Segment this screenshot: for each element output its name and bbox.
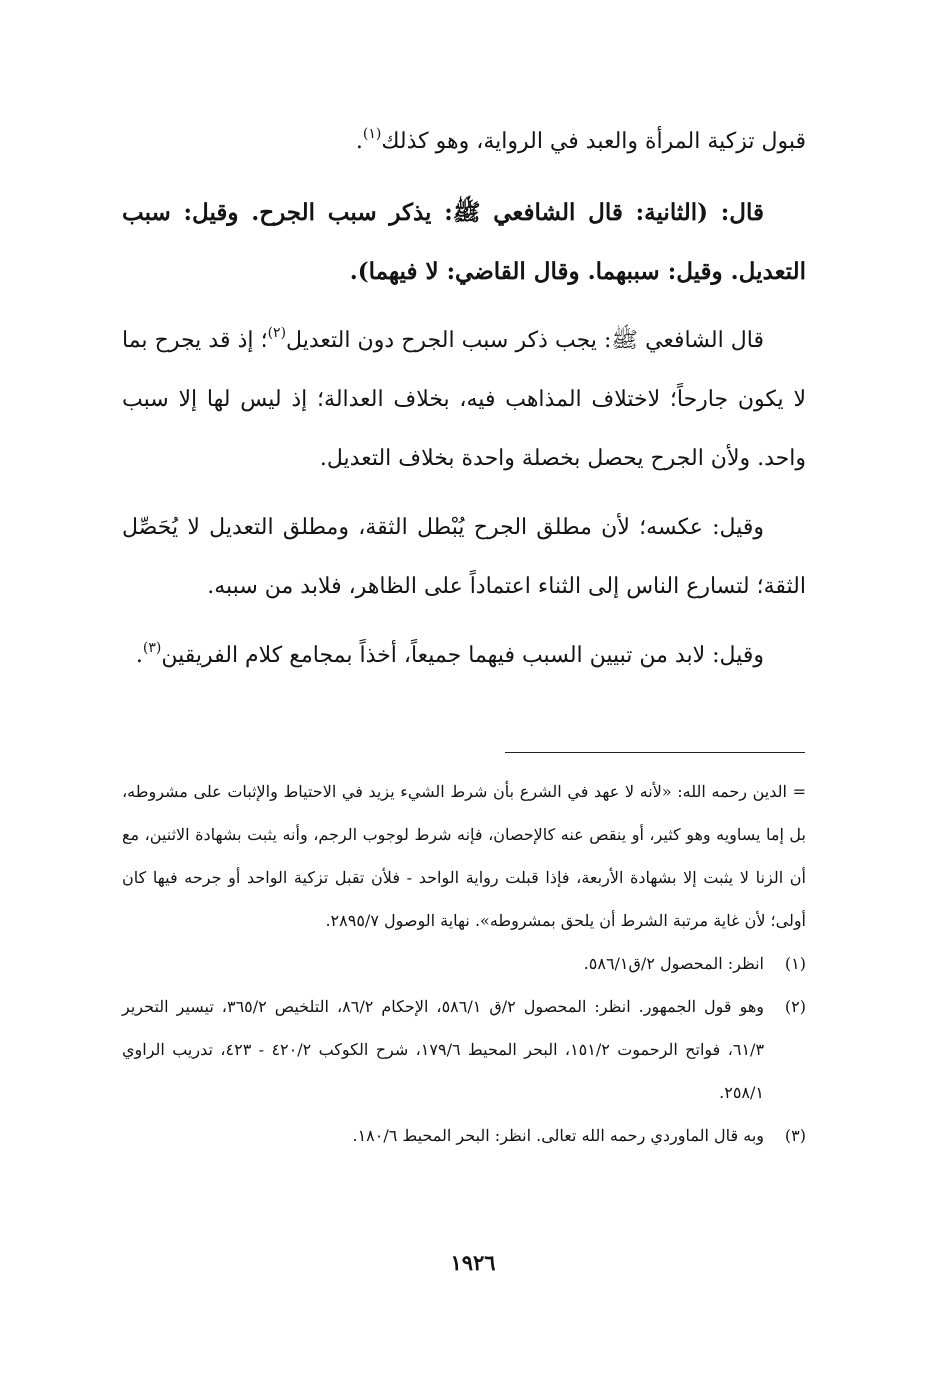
paragraph-end: . xyxy=(355,129,363,154)
footnote-continuation: = الدين رحمه الله: «لأنه لا عهد في الشرع بأن شرط الشيء يزيد في الاحتياط والإثبات على مشروطه، بل إما يساويه وهو كثير، أو ينقص عنه كالإحصان، فإنه شرط لوجوب الرجم، وأنه يثبت بشهادة الاثنين، مع أن الزنا لا يثبت إلا بشهادة الأربعة، فإذا قبلت رواية الواحد - فلأن تقبل تزكية الواحد أو جرحه فيها كان أولى؛ لأن غاية مرتبة الشرط أن يلحق بمشروطه». نهاية الوصول ٢٨٩٥/٧. xyxy=(122,782,806,930)
paragraph-continuation xyxy=(122,112,806,171)
footnote-number: (١) xyxy=(784,954,806,973)
footnote-item xyxy=(122,1114,806,1157)
footnote-ref-3[interactable]: (٣) xyxy=(142,640,162,656)
paragraph-text: قبول تزكية المرأة والعبد في الرواية، وهو كذلك xyxy=(381,129,806,154)
footnote-item xyxy=(122,985,806,1114)
footnote-ref-1[interactable]: (١) xyxy=(362,126,382,142)
main-text xyxy=(122,112,806,695)
paragraph-text: قال الشافعي ﷺ: يجب ذكر سبب الجرح دون التعديل xyxy=(286,328,764,353)
footnote-text: وبه قال الماوردي رحمه الله تعالى. انظر: البحر المحيط ١٨٠/٦. xyxy=(352,1126,764,1145)
footnote-ref-2[interactable]: (٢) xyxy=(267,325,287,341)
paragraph-opposite-view: وقيل: عكسه؛ لأن مطلق الجرح يُبْطل الثقة، ومطلق التعديل لا يُحَصِّل الثقة؛ لتسارع الناس إلى الثناء اعتماداً على الظاهر، فلابد من سببه. xyxy=(122,515,806,599)
quoted-rule-text: قال: (الثانية: قال الشافعي ﷺ: يذكر سبب الجرح. وقيل: سبب التعديل. وقيل: سببهما. وقال القاضي: لا فيهما). xyxy=(122,199,806,285)
page-number: ١٩٢٦ xyxy=(450,1250,496,1275)
footnote-text: وهو قول الجمهور. انظر: المحصول ٢/ق ٥٨٦/١، الإحكام ٨٦/٢، التلخيص ٣٦٥/٢، تيسير التحرير ٦١/٣، فواتح الرحموت ١٥١/٢، البحر المحيط ١٧٩/٦، شرح الكوكب ٤٢٠/٢ - ٤٢٣، تدريب الراوي ٢٥٨/١. xyxy=(122,997,765,1102)
paragraph-end: . xyxy=(135,643,143,668)
paragraph-text: ؛ إذ قد يجرح بما لا يكون جارحاً؛ لاختلاف المذاهب فيه، بخلاف العدالة؛ إذ ليس لها إلا سبب واحد. ولأن الجرح يحصل بخصلة واحدة بخلاف التعديل. xyxy=(122,328,806,471)
paragraph-text: وقيل: لابد من تبيين السبب فيهما جميعاً، أخذاً بمجامع كلام الفريقين xyxy=(161,643,764,668)
footnote-divider xyxy=(505,752,805,753)
paragraph-shafii xyxy=(122,311,806,488)
paragraph-both-view xyxy=(122,626,806,685)
footnote-number: (٢) xyxy=(784,997,806,1016)
footnote-item xyxy=(122,942,806,985)
footnotes xyxy=(122,770,806,1157)
footnote-number: (٣) xyxy=(784,1126,806,1145)
footnote-text: انظر: المحصول ٢/ق٥٨٦/١. xyxy=(583,954,764,973)
